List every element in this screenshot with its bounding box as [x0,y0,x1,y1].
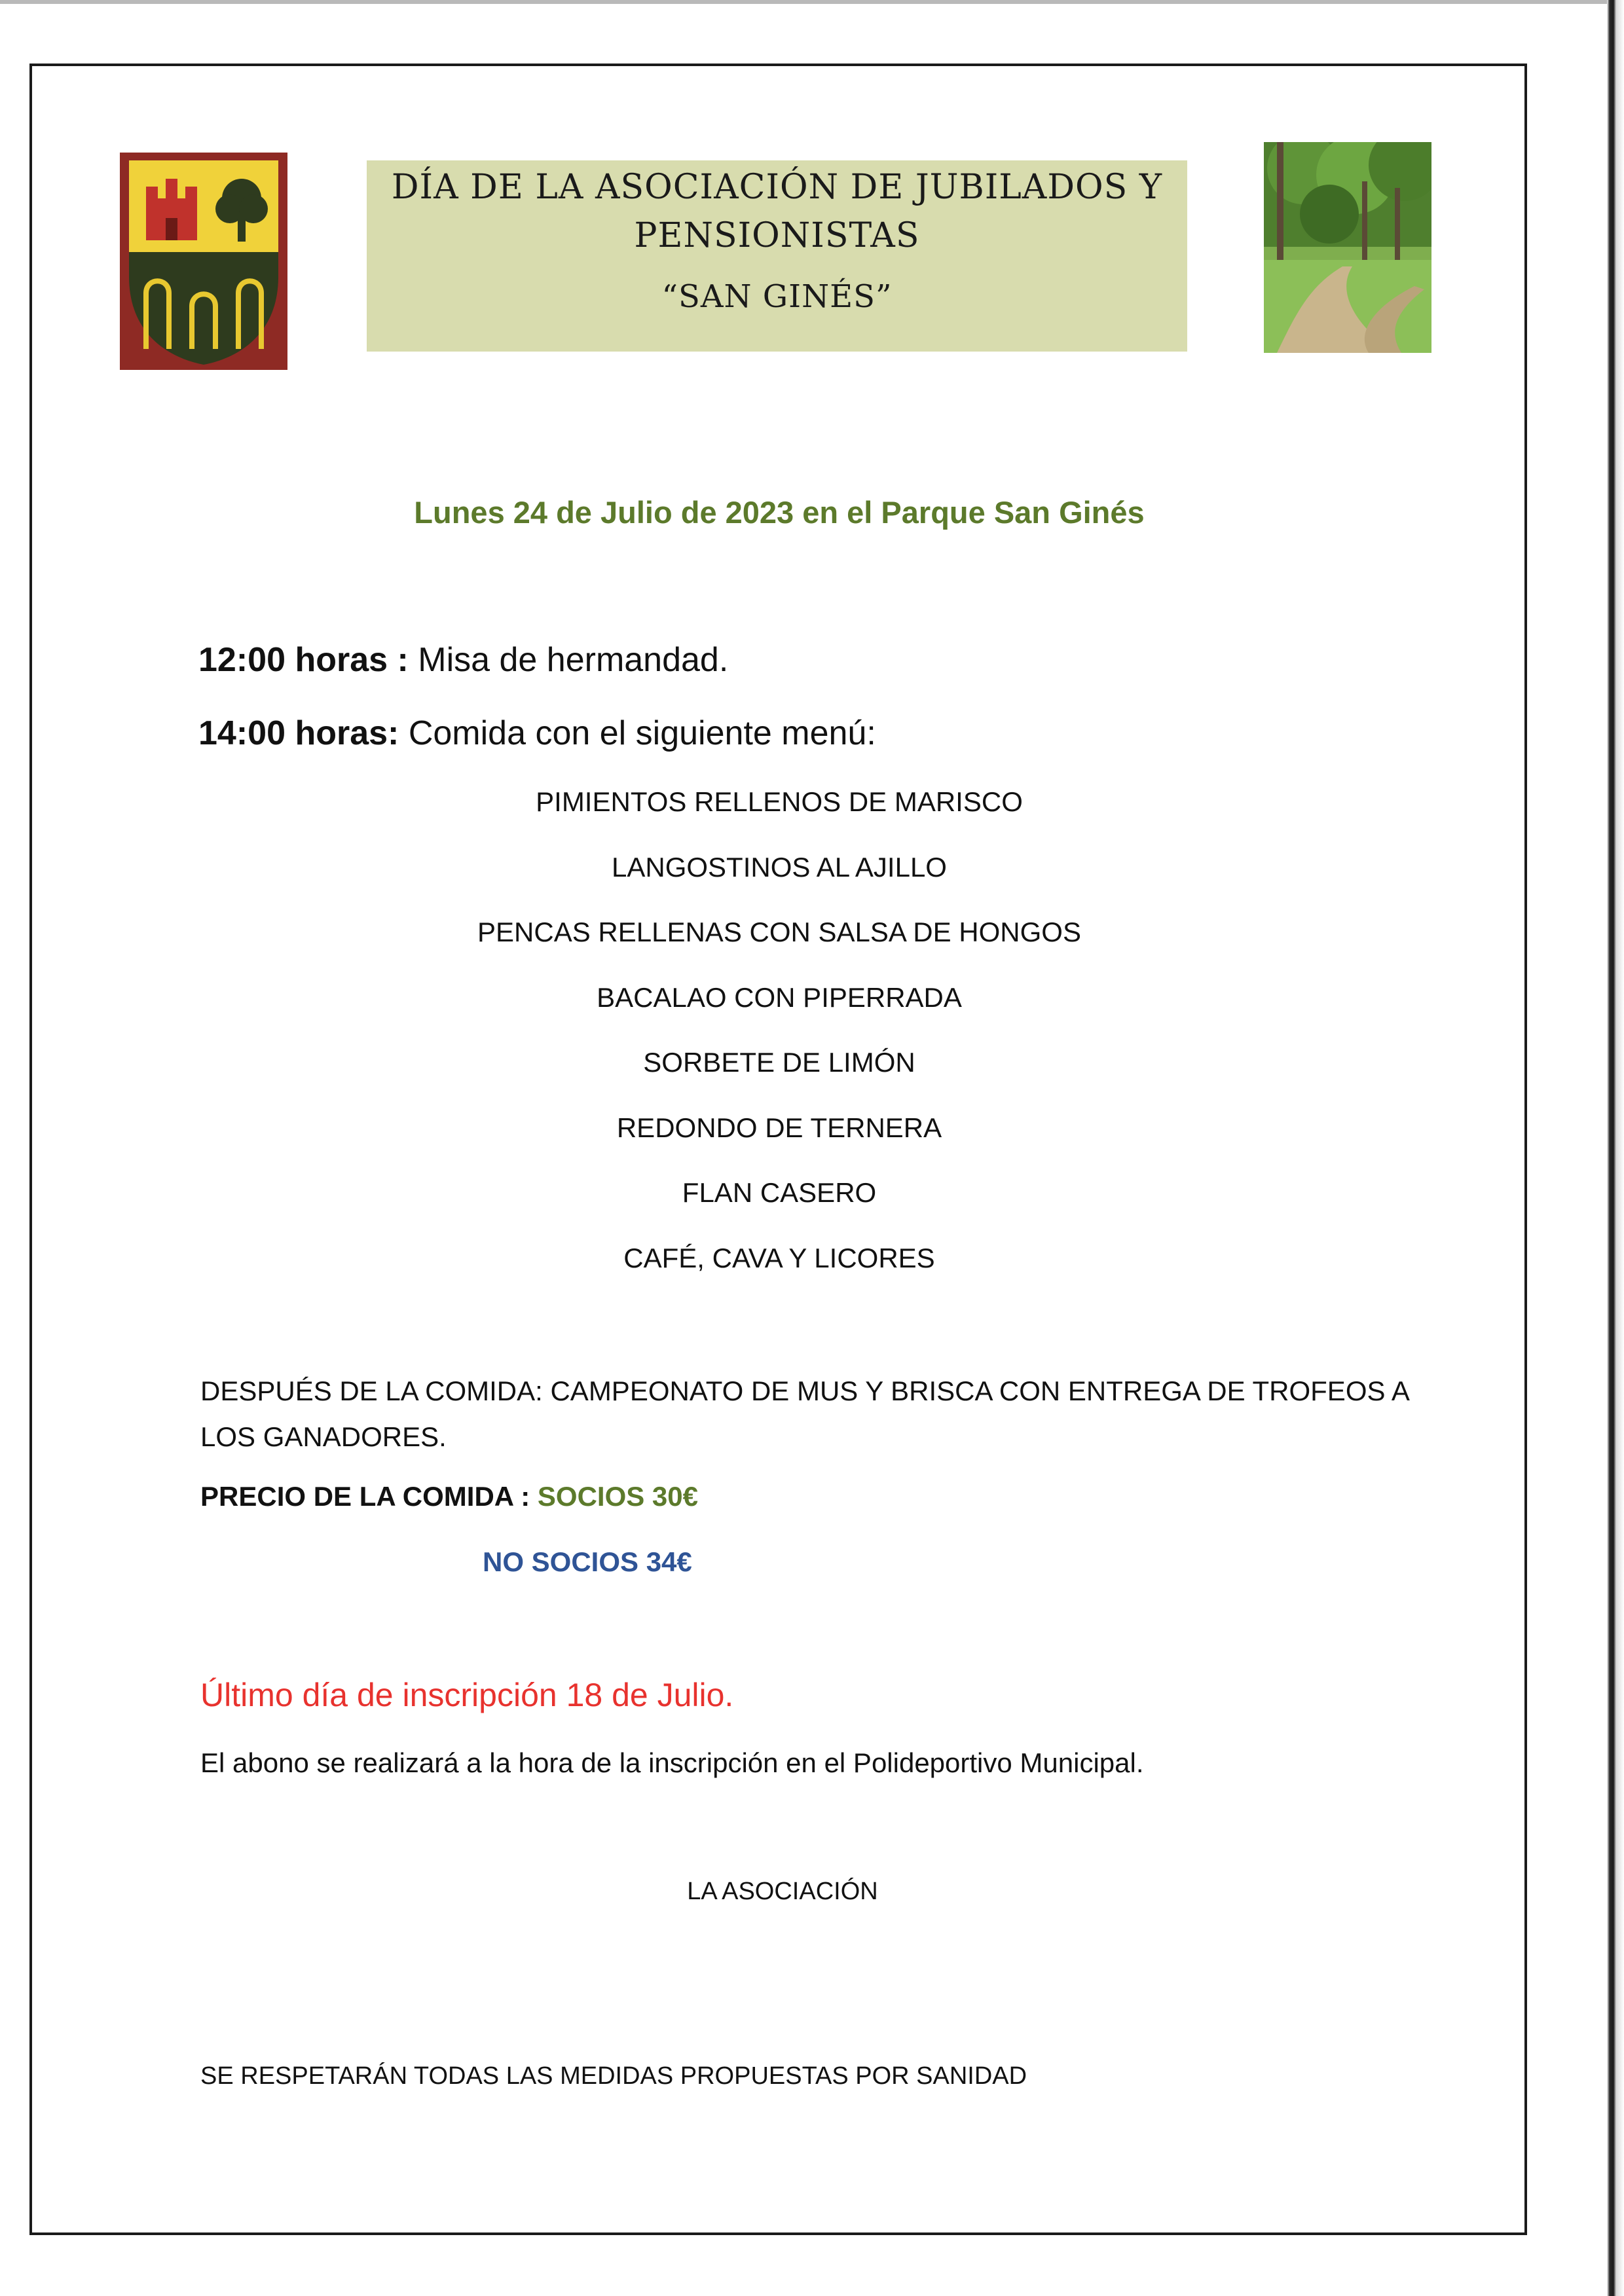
price-label: PRECIO DE LA COMIDA : [200,1481,538,1512]
menu-item: CAFÉ, CAVA Y LICORES [623,1242,935,1273]
scan-edge-top [0,0,1624,4]
registration-deadline: Último día de inscripción 18 de Julio. [200,1677,734,1713]
schedule-activity: Misa de hermandad. [408,641,729,679]
menu-list [0,786,1559,1307]
menu-item: PENCAS RELLENAS CON SALSA DE HONGOS [477,917,1081,947]
schedule-item [198,714,876,753]
menu-item: PIMIENTOS RELLENOS DE MARISCO [536,786,1023,817]
menu-item: BACALAO CON PIPERRADA [597,981,962,1013]
menu-item: REDONDO DE TERNERA [616,1112,942,1143]
price-non-members: NO SOCIOS 34€ [483,1546,692,1577]
schedule-time: 12:00 horas : [198,641,409,679]
title-box [367,160,1187,352]
park-photo [1264,142,1431,353]
event-date-line: Lunes 24 de Julio de 2023 en el Parque San Ginés [414,495,1145,530]
schedule-item [198,640,728,680]
after-meal-text: DESPUÉS DE LA COMIDA: CAMPEONATO DE MUS Y BRISCA CON ENTREGA DE TROFEOS A LOS GANADORES. [200,1376,1409,1452]
payment-note: El abono se realizará a la hora de la inscripción en el Polideportivo Municipal. [200,1747,1144,1778]
schedule-time: 14:00 horas: [198,714,399,752]
signature: LA ASOCIACIÓN [687,1878,878,1905]
menu-item: SORBETE DE LIMÓN [643,1047,915,1078]
price-line [200,1481,698,1512]
menu-item: LANGOSTINOS AL AJILLO [612,851,947,883]
footer-note: SE RESPETARÁN TODAS LAS MEDIDAS PROPUESTAS POR SANIDAD [200,2062,1027,2090]
coat-of-arms-icon [120,153,287,370]
menu-item: FLAN CASERO [682,1177,877,1208]
schedule-activity: Comida con el siguiente menú: [399,714,876,752]
title-line-2: “SAN GINÉS” [661,278,893,315]
scan-edge-right [1607,0,1624,2296]
title-line-1: DÍA DE LA ASOCIACIÓN DE JUBILADOS Y [391,168,1163,207]
title-line-1b: PENSIONISTAS [634,216,920,255]
price-members: SOCIOS 30€ [537,1481,698,1512]
